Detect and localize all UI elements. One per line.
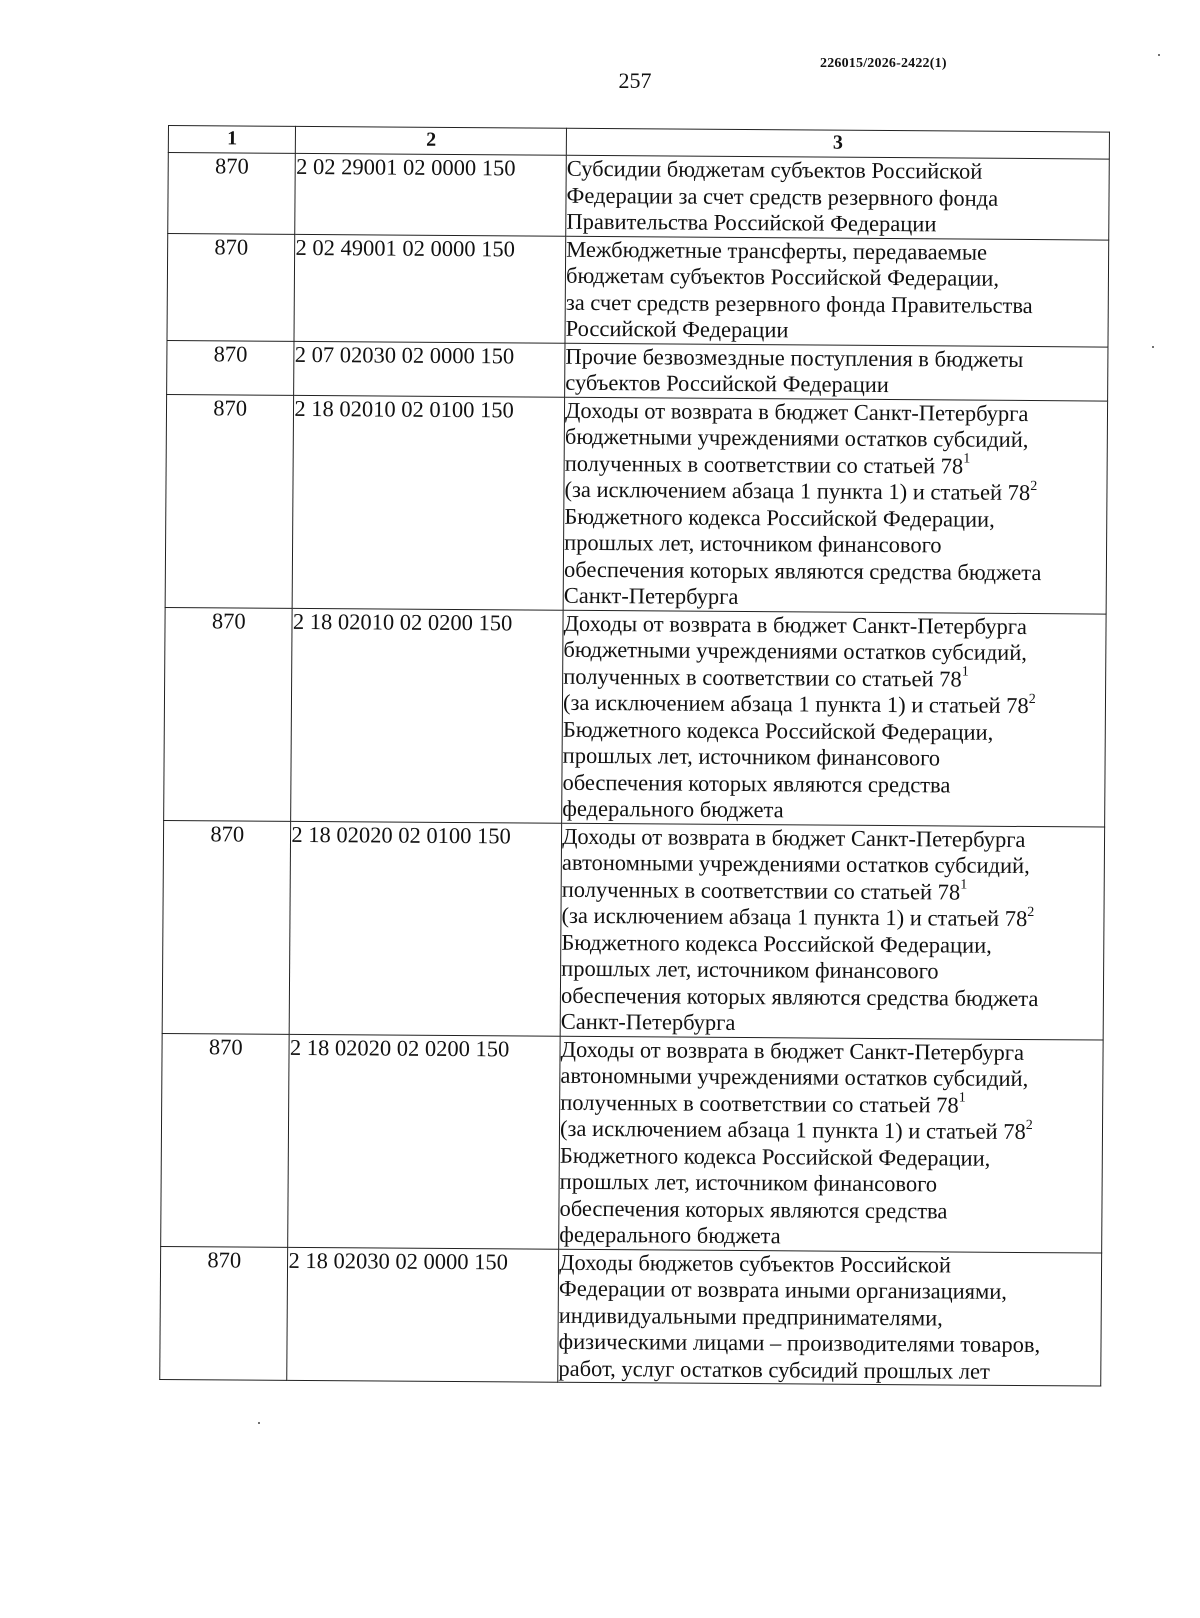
- name-line: [562, 769, 1104, 799]
- name-line: [563, 743, 1105, 773]
- name-line: [563, 663, 1105, 693]
- revenue-code-cell: 2 18 02030 02 0000 150: [287, 1247, 559, 1382]
- name-line-text: (за исключением абзаца 1 пункта 1) и статьей 78: [564, 476, 1031, 506]
- article-superscript: 2: [1030, 478, 1038, 494]
- name-line: [559, 1329, 1101, 1359]
- name-line: [564, 583, 1106, 613]
- table-row: [165, 394, 1107, 614]
- name-line-text: полученных в соответствии со статьей 78: [561, 876, 961, 905]
- name-line-text: Доходы бюджетов субъектов Российской: [559, 1249, 952, 1277]
- admin-code-cell: 870: [160, 1246, 288, 1380]
- name-line: [565, 343, 1107, 373]
- name-line-text: обеспечения которых являются средства бюджета: [563, 556, 1042, 585]
- article-superscript: 2: [1028, 691, 1036, 707]
- name-line: [560, 1169, 1102, 1199]
- name-line: [561, 929, 1103, 959]
- name-line-text: (за исключением абзаца 1 пункта 1) и статьей 78: [560, 1115, 1026, 1145]
- name-line-text: Бюджетного кодекса Российской Федерации,: [564, 503, 995, 532]
- name-line: [564, 477, 1106, 507]
- revenue-name-cell: [563, 397, 1107, 614]
- name-line-text: Доходы от возврата в бюджет Санкт-Петербурга: [560, 1036, 1025, 1065]
- column-header-2: 2: [296, 126, 567, 155]
- admin-code-cell: 870: [162, 820, 291, 1034]
- revenue-name-cell: [565, 236, 1109, 347]
- admin-code-cell: 870: [165, 394, 294, 608]
- name-line-text: федерального бюджета: [562, 795, 784, 823]
- name-line: [562, 796, 1104, 826]
- revenue-code-cell: 2 18 02010 02 0200 150: [291, 608, 563, 823]
- name-line-text: Санкт-Петербурга: [560, 1008, 736, 1035]
- table-body: [160, 153, 1110, 1387]
- name-line: [566, 316, 1108, 346]
- revenue-name-cell: [558, 1249, 1102, 1386]
- name-line-text: прошлых лет, источником финансового: [564, 529, 942, 558]
- scan-speck: [1158, 54, 1160, 56]
- name-line: [566, 209, 1108, 239]
- revenue-code-cell: 2 02 49001 02 0000 150: [294, 234, 565, 343]
- name-line-text: обеспечения которых являются средства: [562, 769, 951, 797]
- name-line-text: Субсидии бюджетам субъектов Российской: [566, 155, 983, 184]
- name-line: [561, 956, 1103, 986]
- name-line-text: бюджетными учреждениями остатков субсидий,: [563, 636, 1028, 666]
- name-line: [566, 289, 1108, 319]
- scan-speck: [1152, 346, 1154, 348]
- name-line: [567, 182, 1109, 212]
- name-line-text: индивидуальными предпринимателями,: [558, 1302, 943, 1330]
- name-line: [560, 1089, 1102, 1119]
- name-line-text: Доходы от возврата в бюджет Санкт-Петербурга: [565, 397, 1029, 426]
- name-line: [560, 1063, 1102, 1093]
- name-line-text: обеспечения которых являются средства бюджета: [560, 982, 1039, 1011]
- revenue-code-table: [159, 125, 1110, 1387]
- name-line: [566, 263, 1108, 293]
- name-line: [566, 236, 1108, 266]
- name-line: [562, 850, 1104, 880]
- name-line: [561, 1009, 1103, 1039]
- name-line-text: за счет средств резервного фонда Правительства: [565, 289, 1033, 318]
- name-line-text: Санкт-Петербурга: [563, 582, 739, 609]
- name-line: [564, 610, 1106, 640]
- article-superscript: 1: [963, 451, 971, 467]
- name-line-text: (за исключением абзаца 1 пункта 1) и статьей 78: [561, 902, 1028, 932]
- revenue-name-cell: [562, 610, 1106, 827]
- table-row: [164, 607, 1106, 827]
- table-row: [167, 340, 1108, 401]
- name-line-text: физическими лицами – производителями товаров,: [558, 1328, 1041, 1358]
- name-line-text: бюджетными учреждениями остатков субсидий,: [564, 423, 1029, 453]
- name-line: [567, 156, 1109, 186]
- table-row: [161, 1033, 1103, 1253]
- name-line-text: прошлых лет, источником финансового: [561, 955, 939, 984]
- admin-code-cell: 870: [167, 233, 295, 341]
- name-line: [560, 1116, 1102, 1146]
- name-line-text: федерального бюджета: [559, 1221, 781, 1249]
- name-line-text: работ, услуг остатков субсидий прошлых лет: [558, 1355, 990, 1384]
- name-line: [562, 876, 1104, 906]
- name-line-text: Бюджетного кодекса Российской Федерации,: [562, 716, 994, 745]
- article-superscript: 1: [961, 664, 969, 680]
- name-line: [559, 1222, 1101, 1252]
- name-line-text: Федерации от возврата иными организациями,: [558, 1275, 1008, 1304]
- name-line-text: субъектов Российской Федерации: [565, 369, 889, 398]
- name-line: [561, 982, 1103, 1012]
- document-id: 226015/2026-2422(1): [820, 56, 947, 71]
- name-line-text: полученных в соответствии со статьей 78: [560, 1089, 959, 1118]
- revenue-code-cell: 2 07 02030 02 0000 150: [294, 341, 565, 397]
- revenue-code-cell: 2 18 02020 02 0200 150: [288, 1034, 560, 1249]
- name-line: [565, 424, 1107, 454]
- name-line: [559, 1302, 1101, 1332]
- table-row: [167, 233, 1109, 347]
- name-line-text: Межбюджетные трансферты, передаваемые: [566, 236, 988, 265]
- revenue-name-cell: [560, 823, 1104, 1040]
- revenue-name-cell: [565, 343, 1108, 401]
- name-line: [563, 690, 1105, 720]
- revenue-name-cell: [566, 155, 1109, 239]
- scan-speck: [258, 1422, 260, 1424]
- name-line: [565, 450, 1107, 480]
- table-row: [168, 153, 1110, 240]
- name-line: [561, 1036, 1103, 1066]
- table-row: [160, 1246, 1102, 1386]
- admin-code-cell: 870: [168, 153, 296, 234]
- admin-code-cell: 870: [167, 340, 295, 395]
- name-line: [559, 1195, 1101, 1225]
- name-line-text: полученных в соответствии со статьей 78: [563, 663, 962, 692]
- name-line: [565, 370, 1107, 400]
- revenue-code-cell: 2 02 29001 02 0000 150: [295, 153, 566, 235]
- name-line-text: Доходы от возврата в бюджет Санкт-Петербурга: [562, 823, 1026, 852]
- name-line-text: бюджетам субъектов Российской Федерации,: [565, 262, 1000, 291]
- name-line: [563, 637, 1105, 667]
- name-line-text: обеспечения которых являются средства: [559, 1195, 948, 1223]
- name-line-text: Правительства Российской Федерации: [566, 208, 937, 237]
- article-superscript: 2: [1027, 904, 1035, 920]
- name-line: [565, 397, 1107, 427]
- name-line-text: автономными учреждениями остатков субсидий,: [561, 849, 1030, 879]
- table-row: [162, 820, 1104, 1040]
- name-line: [559, 1249, 1101, 1279]
- name-line-text: Бюджетного кодекса Российской Федерации,: [561, 929, 992, 958]
- name-line-text: Доходы от возврата в бюджет Санкт-Петербурга: [563, 610, 1028, 639]
- name-line: [563, 716, 1105, 746]
- name-line-text: Бюджетного кодекса Российской Федерации,: [559, 1142, 991, 1171]
- name-line: [559, 1276, 1101, 1306]
- revenue-code-cell: 2 18 02020 02 0100 150: [290, 821, 562, 1036]
- name-line-text: полученных в соответствии со статьей 78: [564, 450, 964, 479]
- name-line: [564, 530, 1106, 560]
- name-line: [564, 503, 1106, 533]
- name-line-text: автономными учреждениями остатков субсидий,: [560, 1062, 1029, 1092]
- admin-code-cell: 870: [161, 1033, 290, 1247]
- revenue-code-cell: 2 18 02010 02 0100 150: [293, 395, 565, 610]
- admin-code-cell: 870: [164, 607, 293, 821]
- article-superscript: 2: [1025, 1117, 1033, 1133]
- column-header-3: 3: [566, 128, 1109, 159]
- column-header-1: 1: [168, 126, 296, 154]
- name-line-text: прошлых лет, источником финансового: [562, 742, 941, 771]
- article-superscript: 1: [958, 1090, 966, 1106]
- name-line: [564, 556, 1106, 586]
- name-line-text: Прочие безвозмездные поступления в бюджеты: [565, 343, 1024, 372]
- name-line-text: прошлых лет, источником финансового: [559, 1168, 938, 1197]
- name-line-text: Федерации за счет средств резервного фонда: [566, 182, 999, 211]
- name-line: [561, 903, 1103, 933]
- name-line: [562, 823, 1104, 853]
- article-superscript: 1: [960, 877, 968, 893]
- name-line-text: Российской Федерации: [565, 315, 789, 343]
- revenue-name-cell: [559, 1036, 1103, 1253]
- name-line: [558, 1355, 1100, 1385]
- name-line: [560, 1142, 1102, 1172]
- page-number: 257: [618, 68, 652, 93]
- name-line-text: (за исключением абзаца 1 пункта 1) и статьей 78: [562, 689, 1029, 719]
